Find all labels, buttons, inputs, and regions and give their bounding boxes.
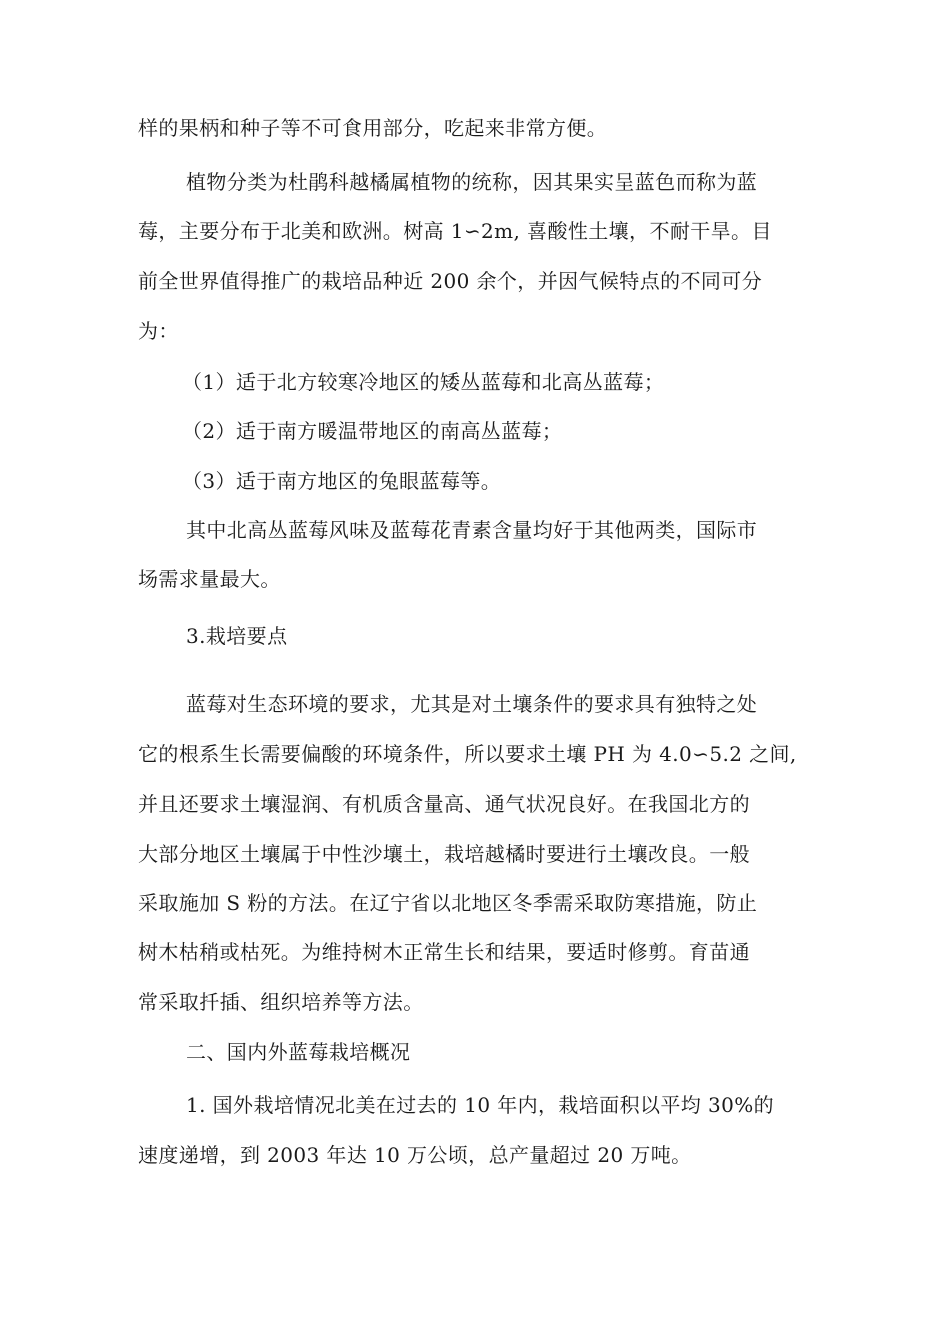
paragraph-line: 莓，主要分布于北美和欧洲。树高 1∽2m, 喜酸性土壤，不耐干旱。目 <box>138 219 772 243</box>
section-heading: 二、国内外蓝莓栽培概况 <box>186 1040 411 1064</box>
list-item: （1）适于北方较寒冷地区的矮丛蓝莓和北高丛蓝莓； <box>182 370 665 394</box>
paragraph-line: 其中北高丛蓝莓风味及蓝莓花青素含量均好于其他两类，国际市 <box>186 518 758 542</box>
paragraph-line: 植物分类为杜鹃科越橘属植物的统称，因其果实呈蓝色而称为蓝 <box>186 170 758 194</box>
paragraph-line: 蓝莓对生态环境的要求，尤其是对土壤条件的要求具有独特之处 <box>186 692 758 716</box>
paragraph-line: 采取施加 S 粉的方法。在辽宁省以北地区冬季需采取防寒措施，防止 <box>138 891 758 915</box>
paragraph-line: 常采取扦插、组织培养等方法。 <box>138 990 424 1014</box>
paragraph-line: 1. 国外栽培情况北美在过去的 10 年内，栽培面积以平均 30%的 <box>186 1093 775 1117</box>
section-heading: 3.栽培要点 <box>186 624 288 648</box>
list-item: （2）适于南方暖温带地区的南高丛蓝莓； <box>182 419 563 443</box>
paragraph-line: 场需求量最大。 <box>138 567 281 591</box>
paragraph-line: 它的根系生长需要偏酸的环境条件，所以要求土壤 PH 为 4.0∽5.2 之间, <box>138 742 797 766</box>
paragraph-line: 树木枯稍或枯死。为维持树木正常生长和结果，要适时修剪。育苗通 <box>138 940 750 964</box>
paragraph-line: 前全世界值得推广的栽培品种近 200 余个，并因气候特点的不同可分 <box>138 269 763 293</box>
paragraph-line: 大部分地区土壤属于中性沙壤土，栽培越橘时要进行土壤改良。一般 <box>138 842 750 866</box>
paragraph-line: 样的果柄和种子等不可食用部分，吃起来非常方便。 <box>138 116 608 140</box>
paragraph-line: 并且还要求土壤湿润、有机质含量高、通气状况良好。在我国北方的 <box>138 792 750 816</box>
paragraph-line: 速度递增，到 2003 年达 10 万公顷，总产量超过 20 万吨。 <box>138 1143 692 1167</box>
paragraph-line: 为： <box>138 319 179 343</box>
list-item: （3）适于南方地区的兔眼蓝莓等。 <box>182 469 502 493</box>
